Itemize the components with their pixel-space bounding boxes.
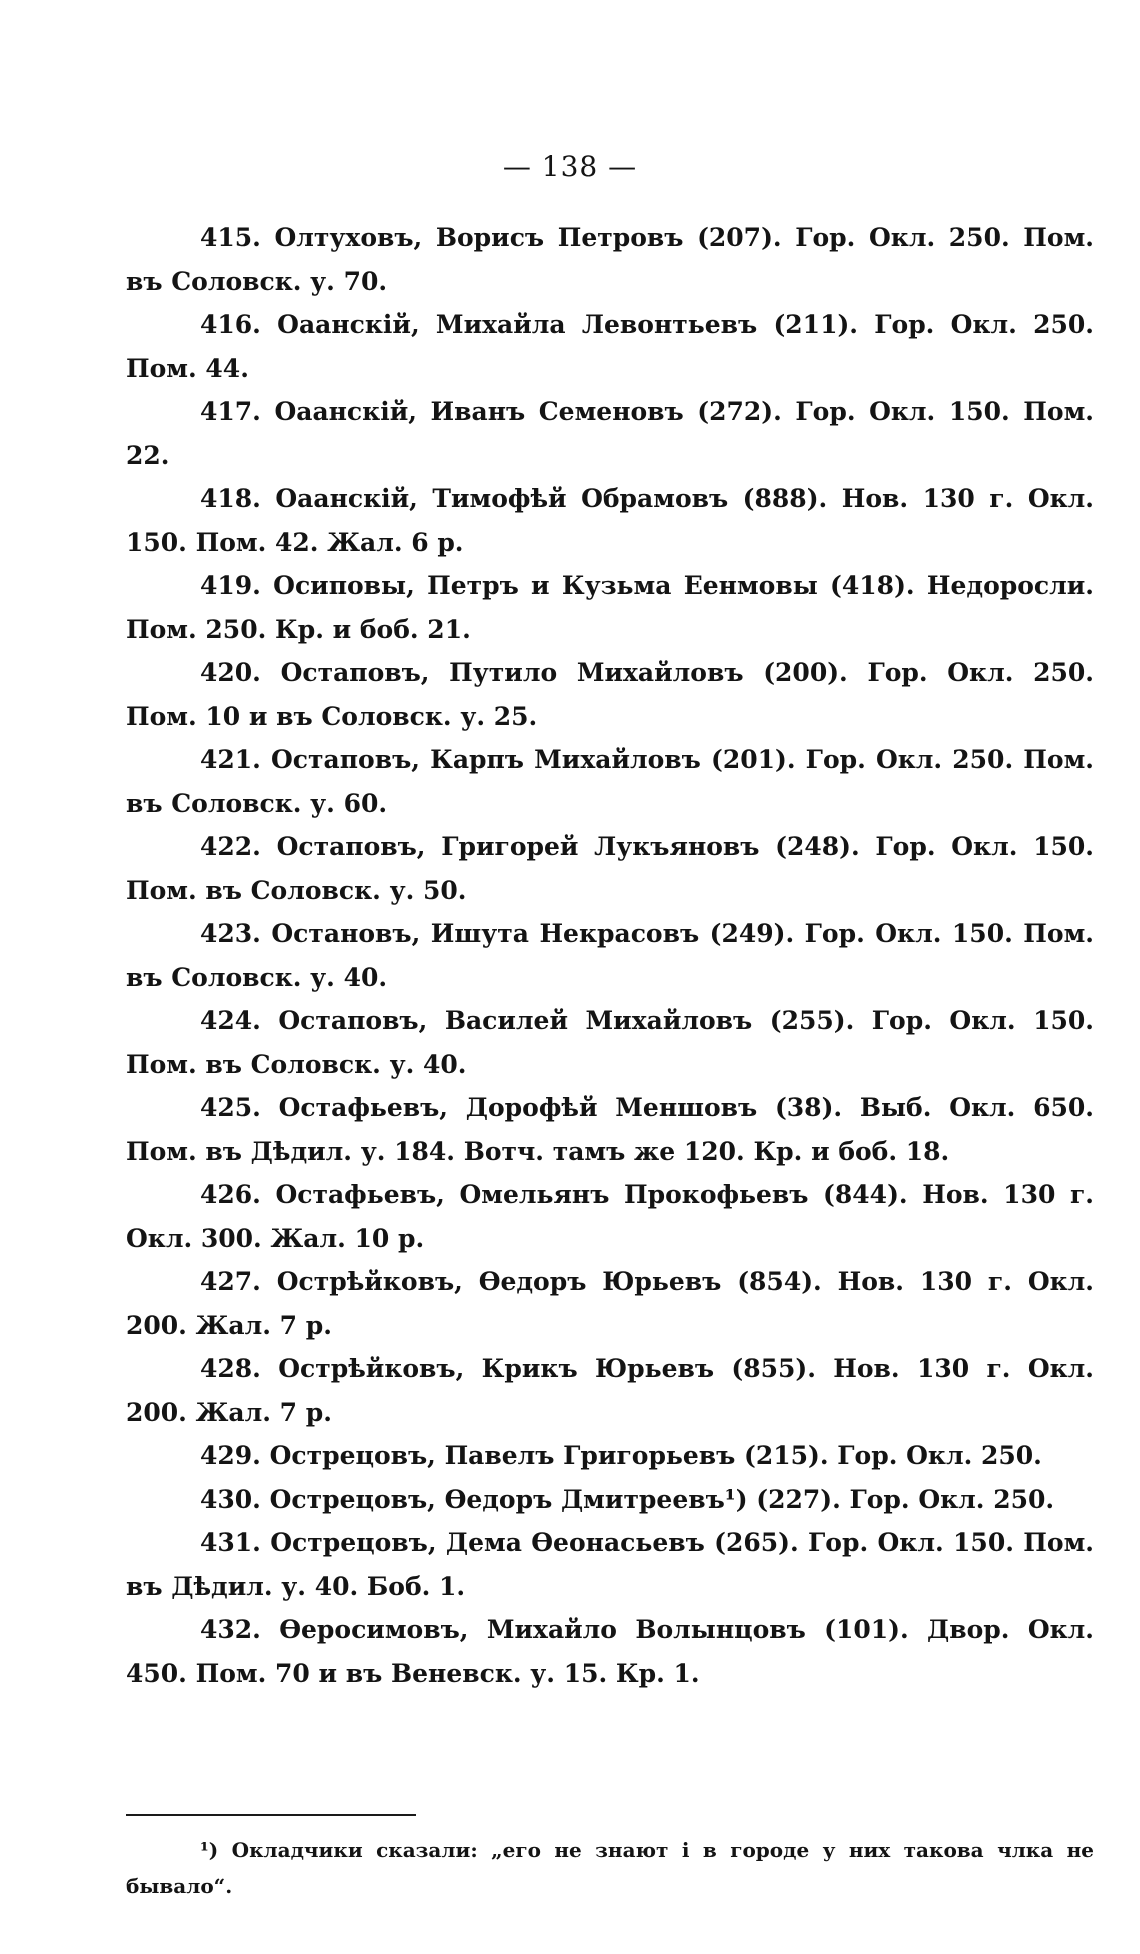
entry-418: 418. Оаанскій, Тимофѣй Обрамовъ (888). Нов. 130 г. Окл. 150. Пом. 42. Жал. 6 р. — [126, 484, 1094, 557]
entry-426: 426. Остафьевъ, Омельянъ Прокофьевъ (844). Нов. 130 г. Окл. 300. Жал. 10 р. — [126, 1180, 1094, 1253]
entry-428: 428. Острѣйковъ, Крикъ Юрьевъ (855). Нов. 130 г. Окл. 200. Жал. 7 р. — [126, 1354, 1094, 1427]
entry-431: 431. Острецовъ, Дема Ѳеонасьевъ (265). Гор. Окл. 150. Пом. въ Дѣдил. у. 40. Боб. 1. — [126, 1528, 1094, 1601]
entry-427: 427. Острѣйковъ, Ѳедоръ Юрьевъ (854). Нов. 130 г. Окл. 200. Жал. 7 р. — [126, 1267, 1094, 1340]
entry-424: 424. Остаповъ, Василей Михайловъ (255). Гор. Окл. 150. Пом. въ Соловск. у. 40. — [126, 1006, 1094, 1079]
entry-425: 425. Остафьевъ, Дорофѣй Меншовъ (38). Выб. Окл. 650. Пом. въ Дѣдил. у. 184. Вотч. тамъ же 120. Кр. и боб. 18. — [126, 1093, 1094, 1166]
entry-420: 420. Остаповъ, Путило Михайловъ (200). Гор. Окл. 250. Пом. 10 и въ Соловск. у. 25. — [126, 658, 1094, 731]
entry-432: 432. Ѳеросимовъ, Михайло Волынцовъ (101). Двор. Окл. 450. Пом. 70 и въ Веневск. у. 15. Кр. 1. — [126, 1615, 1094, 1688]
entry-421: 421. Остаповъ, Карпъ Михайловъ (201). Гор. Окл. 250. Пом. въ Соловск. у. 60. — [126, 745, 1094, 818]
entry-422: 422. Остаповъ, Григорей Лукъяновъ (248). Гор. Окл. 150. Пом. въ Соловск. у. 50. — [126, 832, 1094, 905]
entry-list — [126, 216, 1094, 1695]
entry-417: 417. Оаанскій, Иванъ Семеновъ (272). Гор. Окл. 150. Пом. 22. — [126, 397, 1094, 470]
entry-415: 415. Олтуховъ, Ворисъ Петровъ (207). Гор. Окл. 250. Пом. въ Соловск. у. 70. — [126, 223, 1094, 296]
page-number: — 138 — — [502, 150, 638, 183]
footnote-divider — [126, 1814, 416, 1816]
entry-419: 419. Осиповы, Петръ и Кузьма Еенмовы (418). Недоросли. Пом. 250. Кр. и боб. 21. — [126, 571, 1094, 644]
footnote: ¹) Окладчики сказали: „его не знают і в городе у них такова члка не бывало“. — [126, 1838, 1094, 1898]
entry-416: 416. Оаанскій, Михайла Левонтьевъ (211). Гор. Окл. 250. Пом. 44. — [126, 310, 1094, 383]
entry-423: 423. Остановъ, Ишута Некрасовъ (249). Гор. Окл. 150. Пом. въ Соловск. у. 40. — [126, 919, 1094, 992]
entry-430: 430. Острецовъ, Ѳедоръ Дмитреевъ¹) (227). Гор. Окл. 250. — [200, 1484, 1055, 1514]
entry-429: 429. Острецовъ, Павелъ Григорьевъ (215). Гор. Окл. 250. — [200, 1441, 1042, 1470]
